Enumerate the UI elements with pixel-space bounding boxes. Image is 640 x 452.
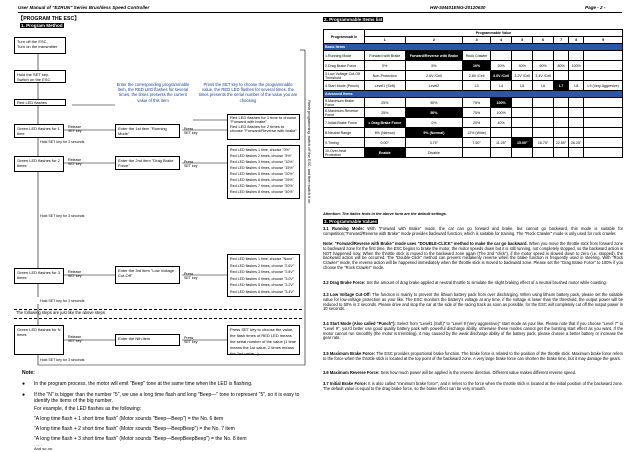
group-1-values-box bbox=[227, 114, 300, 140]
group-2-values-box bbox=[227, 145, 300, 199]
table-row bbox=[324, 98, 623, 108]
table-cell: L3 bbox=[463, 81, 491, 91]
value-2-6: Red LED flashes 6 times, choose "25%" bbox=[230, 178, 294, 182]
table-cell: 26.25° bbox=[569, 138, 584, 148]
note-bullet-1: In the program process, the motor will emit "Beep" tone at the same time when the LED is flashing. bbox=[34, 381, 253, 387]
table-cell: 0% bbox=[405, 118, 463, 128]
table-cell: 12% (Wide) bbox=[463, 128, 491, 138]
value-2-7: Red LED flashes 7 times, choose "30%" bbox=[230, 184, 294, 188]
table-cell: 2.Drag Brake Force bbox=[324, 61, 365, 71]
para-3-3-lead: 3.3 Low Voltage Cut-Off: bbox=[323, 292, 371, 297]
table-cell: 100% bbox=[490, 108, 511, 118]
table-cell-default: = Drag Brake Force bbox=[365, 118, 406, 128]
para-3-1-lead: 3.1 Running Mode: bbox=[323, 226, 364, 231]
press-set-key-label-1: Press SET key bbox=[184, 127, 198, 136]
para-3-4-text: Select from "Level1 (Soft)" to "Level 9 (Very aggressive)" start mode as your like. Please note that if you choose "Level 7" to "Level 9", you'd better use good quality battery pack with powerful discharge ability, otherwise these modes cannot get the bursting start effect as you want. If the motor cannot run smoothly (the motor is trembling), it may caused by the weak discharge ability of the battery pack, please choose a better battery or increase the gear rate. bbox=[323, 321, 623, 341]
table-cell: 3.Low Voltage Cut-Off Threshold bbox=[324, 71, 365, 81]
table-cell: L8 bbox=[569, 81, 584, 91]
col-4: 4 bbox=[490, 37, 511, 44]
note-bullet-2: If the "N" is bigger than the number "5", we use a long time flash and long "Beep—" tone to represent "5", so it is easy to identify the items of the big number. bbox=[34, 392, 300, 404]
header-doc-code: HW-SM401ENG-20120630 bbox=[430, 5, 486, 10]
col-7: 7 bbox=[554, 37, 569, 44]
value-3-1: Red LED flashes 1 time, choose "None" bbox=[230, 257, 294, 261]
col-2: 2 bbox=[405, 37, 463, 44]
value-3-3: Red LED flashes 3 times, choose "2.8V" bbox=[230, 270, 295, 275]
enter-item-explanation: Enter the corresponding programmable item, the RED LED flashes for several times, the times presents the current value of this item bbox=[116, 82, 190, 103]
value-3-6: Red LED flashes 6 times, choose "3.4V" bbox=[230, 289, 295, 294]
para-3-7-lead: 3.7 Initial Brake Force: bbox=[323, 381, 367, 386]
value-3-4: Red LED flashes 4 times, choose "3.0V" bbox=[230, 276, 295, 281]
example-line-3: "A long time flash + 3 short time flash" (Motor sounds "Beep—BeepBeepBeep") = the No. 8 item bbox=[34, 436, 247, 442]
table-cell: 6.Maximum Reverse Force bbox=[324, 108, 365, 118]
value-2-4: Red LED flashes 4 times, choose "15%" bbox=[230, 166, 294, 170]
para-3-1-note-text: When you move the throttle stick from forward zone to backward zone for the first time, the ESC begins to brake the motor, the motor speeds down but it is still running, not completely stopped, so the backward action is NOT happened now. When the throttle stick is moved to the backward zone again (The 2nd "click"), if the motor speed is slowed down to zero (i.e. stopped), the backward action will be occurred. The "Double-Click" method can prevent mistakenly reverse when the brake function is frequently used in steering. With "Rock Crawler" mode, the reverse action will be happened immediately when the throttle stick is moved to backward zone. Please set the "Drag Brake Force" to 100% if you choose the "Rock Crawler" mode. bbox=[323, 241, 623, 270]
value-2-3: Red LED flashes 3 times, choose "10%" bbox=[230, 160, 294, 164]
para-3-7-text: It is also called "minimum brake force", and it refers to the force when the throttle stick is located at the initial position of the backward zone. The default value is equal to the drag brake force, so the brake effect can be very smooth. bbox=[323, 381, 624, 391]
press-set-key-label-n: Press SET key bbox=[184, 336, 198, 345]
para-3-5-text: The ESC provides proportional brake function. The brake force is related to the position of the throttle stick. Maximum brake force refers to the force when the throttle stick is located at the top point of the backward zone. A very large brake force can shorten the brake time, but it may damage the gears. bbox=[323, 351, 623, 361]
green-led-2-box bbox=[14, 156, 64, 172]
table-cell: 7.50° bbox=[463, 138, 491, 148]
para-3-4 bbox=[323, 322, 623, 341]
step-red-led-text: Red LED flashes bbox=[17, 100, 48, 105]
enter-item-n-text: Enter the Nth item bbox=[118, 336, 151, 341]
para-3-2-lead: 3.2 Drag Brake Force: bbox=[323, 280, 366, 285]
release-set-key-label-3: Release SET key bbox=[68, 270, 82, 279]
divider-bottom bbox=[14, 318, 302, 319]
green-led-3-text: Green LED flashes for 3 times bbox=[17, 270, 60, 280]
table-cell-default: 100% bbox=[490, 98, 511, 108]
table-cell: 100% bbox=[569, 61, 584, 71]
release-set-key-label-1: Release SET key bbox=[68, 125, 82, 134]
table-cell: L6 bbox=[533, 81, 554, 91]
table-row bbox=[324, 118, 623, 128]
hold-3s-label-1: Hold SET key for 3 seconds bbox=[40, 140, 85, 144]
program-esc-title: 【PROGRAM THE ESC】 bbox=[18, 16, 80, 22]
para-3-1-note bbox=[323, 242, 623, 271]
table-cell: 25% bbox=[365, 108, 406, 118]
group-3-values-box bbox=[227, 254, 300, 297]
attention-note: Attention: The italics texts in the above form are the default settings. bbox=[323, 212, 447, 216]
table-cell-default: 9% (Normal) bbox=[405, 128, 463, 138]
value-3-5: Red LED flashes 5 times, choose "3.2V" bbox=[230, 283, 295, 288]
enter-item-2-text: Enter the 2nd item "Drag Brake Force" bbox=[118, 158, 174, 168]
table-cell: 4.Start Mode (Punch) bbox=[324, 81, 365, 91]
table-cell-default: 10% bbox=[463, 61, 491, 71]
para-3-1-note-lead: Note: "Forward/Reverse with Brake" mode uses "DOUBLE-CLICK" method to make the car go backward. bbox=[323, 241, 528, 246]
table-cell: 7.Initial Brake Force bbox=[324, 118, 365, 128]
para-3-3 bbox=[323, 293, 623, 312]
table-row bbox=[324, 51, 623, 61]
value-2-5: Red LED flashes 5 times, choose "20%" bbox=[230, 172, 294, 176]
green-led-n-text: Green LED flashes for N times bbox=[17, 327, 61, 337]
enter-item-3-text: Enter the 3rd item "Low Voltage Cut-Off" bbox=[118, 268, 175, 278]
example-intro: For example, if the LED flashes as the following: bbox=[34, 406, 141, 412]
table-cell: Non-Protection bbox=[365, 71, 406, 81]
table-cell: 40% bbox=[490, 118, 511, 128]
program-method-heading: 1. Program Method bbox=[21, 23, 63, 28]
table-cell: Rock Crawler bbox=[463, 51, 491, 61]
table-cell-default: Forward/Reverse with Brake bbox=[405, 51, 463, 61]
step-turn-on-transmitter bbox=[14, 37, 66, 54]
table-cell: 8.Neutral Range bbox=[324, 128, 365, 138]
table-cell: Forward with Brake bbox=[365, 51, 406, 61]
table-cell: 2.6V /Cell bbox=[405, 71, 463, 81]
table-cell: 50% bbox=[405, 98, 463, 108]
table-cell-default: 3.0V /Cell bbox=[490, 71, 511, 81]
para-3-5-lead: 3.5 Maximum Brake Force: bbox=[323, 351, 376, 356]
example-ellipsis: …… bbox=[34, 442, 42, 447]
green-led-1-box bbox=[14, 124, 64, 138]
note-bullet-1-icon: ● bbox=[22, 381, 26, 387]
table-row bbox=[324, 128, 623, 138]
col-9: 9 bbox=[584, 37, 623, 44]
table-cell: 3.75° bbox=[405, 138, 463, 148]
table-cell: 2.8V /Cell bbox=[463, 71, 491, 81]
para-3-3-text: The function is mainly to prevent the lithium battery pack from over discharging. When using lithium battery pack, please set the suitable value for low-voltage protection as your like. The ESC monitors the battery's voltage at any time, if the voltage is lower than the threshold, the output power will be reduced to 50% in 2 seconds. Please drive and stop the car at the side of the racing track as soon as possible, for the ESC will completely cut off the output power in 10 seconds. bbox=[323, 292, 623, 312]
table-cell: 1.Running Mode bbox=[324, 51, 365, 61]
green-led-n-box bbox=[14, 325, 64, 355]
table-cell: 25% bbox=[365, 98, 406, 108]
para-3-6-text: Sets how much power will be applied in the reverse direction. Different value makes different reverse speed. bbox=[379, 370, 577, 375]
para-3-6 bbox=[323, 371, 623, 376]
table-cell: 5% bbox=[405, 61, 463, 71]
programmable-items-table bbox=[323, 29, 623, 158]
enter-item-2-box bbox=[115, 156, 180, 170]
table-cell: 60% bbox=[533, 61, 554, 71]
para-3-6-lead: 3.6 Maximum Reverse Force: bbox=[323, 370, 380, 375]
table-cell-default: 50% bbox=[405, 108, 463, 118]
release-set-key-label-2: Release SET key bbox=[68, 158, 82, 167]
table-cell-default: L7 bbox=[554, 81, 569, 91]
table-cell: 0.00° bbox=[365, 138, 406, 148]
table-row bbox=[324, 138, 623, 148]
enter-item-n-box bbox=[115, 334, 180, 346]
advanced-items-header: Advanced Items bbox=[324, 91, 623, 98]
note-bullet-2-icon: ● bbox=[22, 392, 26, 398]
table-cell: 3.2V /Cell bbox=[512, 71, 533, 81]
table-cell: 20% bbox=[463, 118, 491, 128]
table-row bbox=[324, 61, 623, 71]
table-cell: 75% bbox=[463, 98, 491, 108]
table-cell: 11.25° bbox=[490, 138, 511, 148]
example-line-1: "A long time flash + 1 short time flash" (Motor sounds "Beep—Beep") = the No. 6 item bbox=[34, 416, 224, 422]
table-cell: 40% bbox=[512, 61, 533, 71]
para-3-1 bbox=[323, 227, 623, 237]
step-turn-on-text: Turn off the ESC, Turn on the transmitter bbox=[17, 39, 58, 49]
value-2-1: Red LED flashes 1 time, choose "0%" bbox=[230, 148, 291, 152]
hold-3s-label-2: Hold SET key for 3 seconds bbox=[40, 214, 85, 218]
green-led-1-text: Green LED flashes for 1 time bbox=[17, 126, 60, 136]
example-line-2: "A long time flash + 2 short time flash" (Motor sounds "Beep—BeepBeep") = the No. 7 item bbox=[34, 426, 235, 432]
group-n-values-box bbox=[227, 325, 300, 355]
press-set-key-label-3: Press SET key bbox=[184, 272, 198, 281]
table-cell: 20% bbox=[490, 61, 511, 71]
table-row bbox=[324, 71, 623, 81]
hold-3s-label-3: Hold SET key for 3 seconds bbox=[40, 299, 85, 303]
para-3-7 bbox=[323, 382, 623, 392]
col-3: 3 bbox=[463, 37, 491, 44]
table-cell: L9 (Very Aggresive) bbox=[584, 81, 623, 91]
para-3-2 bbox=[323, 281, 623, 286]
green-led-3-box bbox=[14, 268, 64, 284]
value-1-1: Red LED flashes for 1 time to choose "Forward with brake" bbox=[230, 115, 297, 125]
col-6: 6 bbox=[533, 37, 554, 44]
following-steps-note: The following steps are just like the above steps bbox=[16, 310, 105, 315]
table-cell: Disable bbox=[405, 148, 463, 158]
para-3-4-lead: 3.4 Start Mode (Also called "Punch"): bbox=[323, 321, 396, 326]
table-cell: 80% bbox=[554, 61, 569, 71]
enter-item-3-box bbox=[115, 266, 180, 284]
table-pv-header: Programmable Value bbox=[365, 30, 623, 37]
step-red-led-flashes bbox=[14, 99, 66, 106]
green-led-2-text: Green LED flashes for 2 times bbox=[17, 158, 60, 168]
para-3-1-text: With "Forward with Brake" mode, the car can go forward and brake, but cannot go backward, this mode is suitable for competition;"Forward/Reverse with Brake" mode provides backward function, which is suitable for training. The "Rock Crawler" mode is only used for rock crawler. bbox=[323, 226, 623, 236]
table-cell-default: Enable bbox=[365, 148, 406, 158]
header-page-number: Page - 2 - bbox=[585, 5, 606, 10]
para-3-5 bbox=[323, 352, 623, 362]
table-cell: L4 bbox=[490, 81, 511, 91]
step-hold-set-key bbox=[14, 70, 66, 83]
table-cell: 3.4V /Cell bbox=[533, 71, 554, 81]
hold-3s-label-n: Hold SET key for 3 seconds bbox=[40, 358, 85, 362]
finish-programming-side-note: Finish programming, switch off the ESC, and then switch it on bbox=[307, 100, 311, 204]
table-cell: Level2 bbox=[405, 81, 463, 91]
table-cell: 22.50° bbox=[554, 138, 569, 148]
para-3-2-text: Set the amount of drag brake applied at neutral throttle to simulate the slight braking effect of a neutral brushed motor while coasting. bbox=[365, 280, 607, 285]
table-cell: 75% bbox=[463, 108, 491, 118]
col-5: 5 bbox=[512, 37, 533, 44]
table-corner: Programmab le bbox=[324, 30, 365, 44]
and-so-on: And so on. bbox=[34, 446, 54, 451]
programmable-items-heading: 2. Programmable Items list bbox=[324, 17, 383, 22]
table-cell-default: 15.00° bbox=[512, 138, 533, 148]
note-title: Note: bbox=[22, 370, 35, 376]
col-1: 1 bbox=[365, 37, 406, 44]
table-cell: 10.Over-heat Protection bbox=[324, 148, 365, 158]
table-row bbox=[324, 148, 623, 158]
col-8: 8 bbox=[569, 37, 584, 44]
enter-item-1-box bbox=[115, 124, 180, 138]
table-cell: 6% (Narrow) bbox=[365, 128, 406, 138]
enter-item-1-text: Enter the 1st item "Running Mode" bbox=[118, 126, 167, 136]
header-manual-title: User Manual of "EZRUN" Series Brushless Speed Controller bbox=[18, 5, 150, 10]
table-cell: Level1 (Soft) bbox=[365, 81, 406, 91]
release-set-key-label-n: Release SET key bbox=[68, 335, 82, 344]
table-cell: 5.Maximum Brake Force bbox=[324, 98, 365, 108]
table-cell: 0% bbox=[365, 61, 406, 71]
table-row bbox=[324, 81, 623, 91]
table-cell: 9.Timing bbox=[324, 138, 365, 148]
value-n-1: Press SET key to choose the value, the flash times of RED LED means the serial number of the value (1 time means the 1st value, 2 times means the 2nd value...) bbox=[230, 327, 297, 356]
press-set-key-label-2: Press SET key bbox=[184, 160, 198, 169]
press-set-explanation: Press the SET key to choose the programmable value, the RED LED flashes for several times, the times presents the serial number of the value you are choosing bbox=[198, 82, 298, 103]
value-3-2: Red LED flashes 2 times, choose "2.6V" bbox=[230, 263, 295, 268]
value-1-2: Red LED flashes for 2 times to choose "Forward/Reverse with brake" bbox=[230, 123, 297, 134]
table-cell: L5 bbox=[512, 81, 533, 91]
step-hold-set-text: Hold the SET key, Switch on the ESC bbox=[17, 72, 51, 82]
programmable-values-heading: 3. Programmable Values bbox=[324, 219, 378, 224]
value-2-2: Red LED flashes 2 times, choose "5%" bbox=[230, 154, 292, 158]
table-row bbox=[324, 108, 623, 118]
value-2-8: Red LED flashes 8 times, choose "40%" bbox=[230, 190, 294, 194]
basic-items-header: Basic Items bbox=[324, 44, 623, 51]
table-cell: 18.75° bbox=[533, 138, 554, 148]
